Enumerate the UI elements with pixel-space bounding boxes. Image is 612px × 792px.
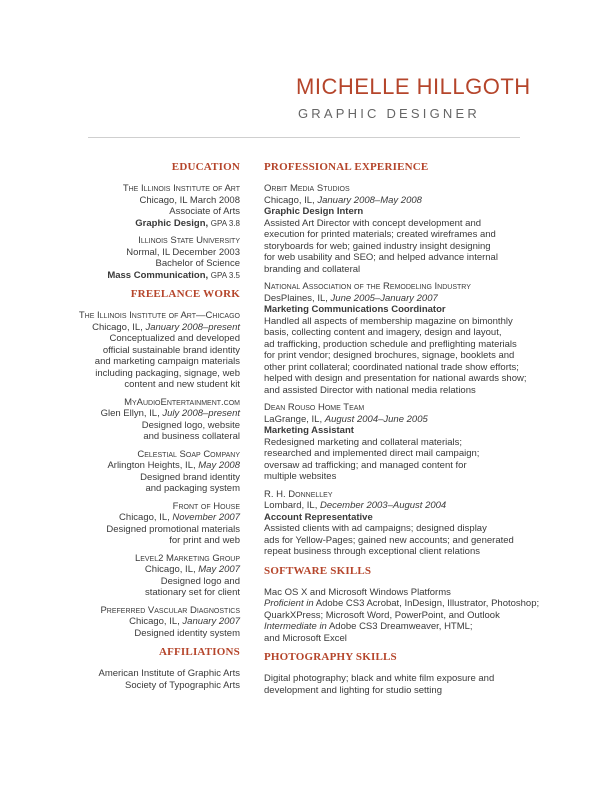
client-name: The Illinois Institute of Art—Chicago (78, 310, 240, 321)
client-name: Level2 Marketing Group (134, 552, 240, 564)
job-desc-line: multiple websites (264, 471, 337, 482)
client-desc-line: official sustainable brand identity (102, 344, 240, 356)
affiliation-item: American Institute of Graphic Arts (98, 668, 240, 679)
client-location-dates (70, 460, 240, 472)
freelance-entry (70, 310, 240, 391)
client-desc-line: Designed logo, website (141, 419, 240, 431)
school-name: Illinois State University (138, 235, 240, 246)
software-proficient (264, 598, 540, 610)
intermediate-label: Intermediate in (264, 621, 327, 632)
proficient-tools: Adobe CS3 Acrobat, InDesign, Illustrator, Photoshop; (313, 598, 540, 609)
degree: Bachelor of Science (155, 258, 240, 269)
job-desc-line: Assisted Art Director with concept development and (264, 217, 482, 229)
job-desc-line: repeat business through exceptional client relations (264, 546, 480, 557)
school-name: The Illinois Institute of Art (122, 183, 240, 194)
software-heading: SOFTWARE SKILLS (264, 564, 372, 577)
company-location-dates (264, 293, 534, 305)
client-location: Glen Ellyn, IL, (100, 408, 160, 419)
job-desc-line: Assisted clients with ad campaigns; designed display (264, 523, 487, 534)
job-desc-line: branding and collateral (264, 263, 361, 275)
company-dates: August 2004–June 2005 (324, 413, 428, 425)
client-name: Celestial Soap Company (137, 448, 240, 460)
company-location: Chicago, IL, (264, 194, 315, 206)
client-desc-line: and business collateral (143, 431, 240, 442)
client-dates: May 2008 (198, 460, 240, 471)
experience-entry (264, 281, 534, 396)
software-intermediate (264, 621, 534, 633)
company-dates: January 2008–May 2008 (317, 194, 422, 206)
header-divider (88, 137, 520, 138)
company-name: National Association of the Remodeling Industry (264, 281, 471, 292)
job-desc-line: for web usability and SEO; and helped advance internal (264, 252, 498, 263)
client-dates: July 2008–present (162, 408, 240, 419)
software-line: Mac OS X and Microsoft Windows Platforms (264, 586, 451, 598)
job-desc-line: ad trafficking, production schedule and preflighting materials (264, 338, 517, 350)
client-dates: January 2007 (182, 616, 240, 627)
job-desc-line: oversaw ad trafficking; and managed content for (264, 459, 467, 471)
intermediate-tools: Adobe CS3 Dreamweaver, HTML; (326, 621, 473, 632)
client-desc-line: and packaging system (145, 483, 240, 494)
client-location: Chicago, IL, (144, 564, 196, 575)
software-line: QuarkXPress; Microsoft Word, PowerPoint, and Outlook (264, 609, 500, 621)
client-name: Front of House (172, 500, 240, 512)
client-location-dates (70, 322, 240, 334)
client-location-dates (70, 408, 240, 420)
job-role: Marketing Communications Coordinator (264, 304, 446, 315)
photography-line: Digital photography; black and white film exposure and (264, 673, 495, 684)
affiliation-item: Society of Typographic Arts (125, 679, 240, 691)
client-desc-line: Designed identity system (134, 627, 240, 639)
job-desc-line: Redesigned marketing and collateral materials; (264, 436, 463, 448)
company-name: Orbit Media Studios (264, 183, 350, 194)
job-desc-line: and assisted Director with national media relations (264, 384, 476, 396)
education-heading: EDUCATION (171, 161, 240, 173)
major (70, 218, 240, 230)
degree: Associate of Arts (169, 206, 240, 217)
education-entry (70, 235, 240, 281)
company-location: LaGrange, IL, (264, 413, 323, 425)
affiliations-heading: AFFILIATIONS (158, 646, 240, 658)
client-desc-line: Designed promotional materials (106, 523, 240, 535)
job-desc-line: Handled all aspects of membership magazine on bimonthly (264, 315, 513, 327)
company-location-dates (264, 500, 534, 512)
company-name: Dean Rouso Home Team (264, 402, 365, 413)
job-desc-line: ads for Yellow-Pages; gained new accounts; and generated (264, 534, 514, 546)
experience-heading: PROFESSIONAL EXPERIENCE (264, 161, 429, 173)
client-name: Preferred Vascular Diagnostics (100, 604, 240, 616)
job-desc-line: helped with design and presentation for national awards show; (264, 373, 527, 384)
school-location-date: Chicago, IL March 2008 (139, 194, 240, 206)
freelance-entry (70, 605, 240, 640)
job-desc-line: basis, collecting content and imagery, design and layout, (264, 327, 502, 338)
client-desc-line: Designed brand identity (140, 471, 240, 483)
job-role: Marketing Assistant (264, 425, 354, 436)
major-name: Graphic Design, (135, 217, 209, 229)
freelance-entry (70, 553, 240, 599)
major (70, 270, 240, 282)
company-location-dates (264, 414, 534, 426)
client-desc-line: for print and web (169, 535, 240, 546)
client-desc-line: stationary set for client (144, 587, 240, 598)
major-name: Mass Communication, (107, 269, 209, 281)
job-desc-line: storyboards for web; gained industry insight designing (264, 240, 491, 252)
software-skills (264, 586, 540, 645)
software-line: and Microsoft Excel (264, 632, 347, 644)
gpa: GPA 3.5 (210, 270, 240, 280)
client-location: Chicago, IL, (119, 512, 170, 523)
job-role: Graphic Design Intern (264, 206, 364, 217)
left-column (70, 160, 240, 691)
freelance-entry (70, 397, 240, 443)
proficient-label: Proficient in (264, 598, 314, 609)
job-desc-line: execution for printed materials; created wireframes and (264, 229, 496, 240)
client-desc-line: and marketing campaign materials (94, 356, 240, 367)
job-role: Account Representative (264, 511, 373, 523)
resume-name: MICHELLE HILLGOTH (296, 74, 531, 99)
education-entry (70, 183, 240, 229)
client-name: MyAudioEntertainment.com (124, 396, 240, 408)
client-dates: May 2007 (198, 564, 240, 575)
freelance-entry (70, 501, 240, 547)
client-location-dates (70, 512, 240, 524)
client-location-dates (70, 616, 240, 628)
client-dates: November 2007 (172, 512, 240, 523)
company-location: DesPlaines, IL, (264, 292, 328, 304)
company-location: Lombard, IL, (264, 500, 318, 511)
photography-heading: PHOTOGRAPHY SKILLS (264, 651, 397, 663)
client-location: Chicago, IL, (92, 321, 143, 333)
client-location-dates (70, 564, 240, 576)
client-dates: January 2008–present (145, 321, 240, 333)
client-location: Arlington Heights, IL, (107, 460, 196, 471)
client-desc-line: Conceptualized and developed (109, 333, 240, 344)
resume-job-title: GRAPHIC DESIGNER (298, 106, 480, 121)
freelance-heading: FREELANCE WORK (130, 288, 240, 300)
experience-entry (264, 489, 534, 558)
company-location-dates (264, 195, 534, 207)
company-dates: June 2005–January 2007 (330, 292, 438, 304)
gpa: GPA 3.8 (210, 218, 240, 228)
client-desc-line: content and new student kit (124, 379, 240, 390)
company-name: R. H. Donnelley (264, 488, 333, 500)
experience-entry (264, 183, 534, 275)
freelance-entry (70, 449, 240, 495)
client-desc-line: including packaging, signage, web (95, 367, 240, 379)
photography-line: development and lighting for studio setting (264, 684, 442, 696)
company-dates: December 2003–August 2004 (319, 500, 447, 511)
experience-entry (264, 402, 534, 483)
client-desc-line: Designed logo and (160, 575, 240, 587)
school-location-date: Normal, IL December 2003 (126, 246, 240, 258)
job-desc-line: researched and implemented direct mail campaign; (264, 448, 480, 459)
job-desc-line: other print collateral; coordinated national trade show efforts; (264, 361, 519, 373)
right-column (264, 160, 540, 696)
job-desc-line: for print vendor; designed brochures, signage, booklets and (264, 350, 515, 361)
client-location: Chicago, IL, (129, 616, 180, 627)
